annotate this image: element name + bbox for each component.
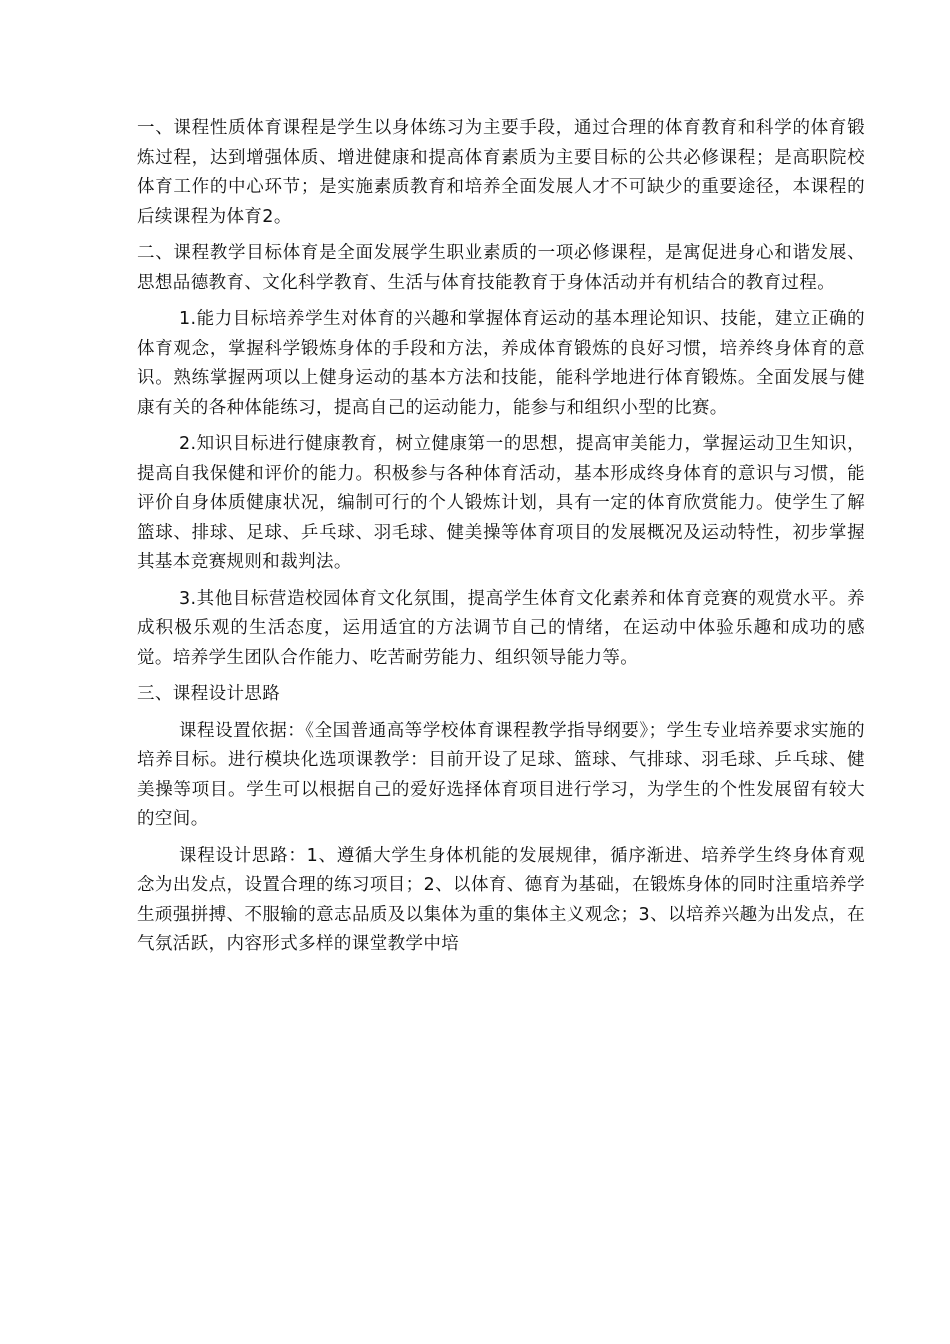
goal-knowledge: 2.知识目标进行健康教育，树立健康第一的思想，提高审美能力，掌握运动卫生知识，提高自我保健和评价的能力。积极参与各种体育活动，基本形成终身体育的意识与习惯，能评价自身体质健康状况，编制可行的个人锻炼计划，具有一定的体育欣赏能力。使学生了解篮球、排球、足球、乒乓球、羽毛球、健美操等体育项目的发展概况及运动特性，初步掌握其基本竞赛规则和裁判法。 (137, 434, 865, 572)
section-teaching-goals: 二、课程教学目标体育是全面发展学生职业素质的一项必修课程，是寓促进身心和谐发展、思想品德教育、文化科学教育、生活与体育技能教育于身体活动并有机结合的教育过程。 (137, 243, 865, 293)
section-design-heading: 三、课程设计思路 (137, 684, 281, 704)
goal-other: 3.其他目标营造校园体育文化氛围，提高学生体育文化素养和体育竞赛的观赏水平。养成积极乐观的生活态度，运用适宜的方法调节自己的情绪，在运动中体验乐趣和成功的感觉。培养学生团队合作能力、吃苦耐劳能力、组织领导能力等。 (137, 588, 865, 668)
goal-ability: 1.能力目标培养学生对体育的兴趣和掌握体育运动的基本理论知识、技能，建立正确的体育观念，掌握科学锻炼身体的手段和方法，养成体育锻炼的良好习惯，培养终身体育的意识。熟练掌握两项以上健身运动的基本方法和技能，能科学地进行体育锻炼。全面发展与健康有关的各种体能练习，提高自己的运动能力，能参与和组织小型的比赛。 (137, 309, 865, 418)
section-course-nature: 一、课程性质体育课程是学生以身体练习为主要手段，通过合理的体育教育和科学的体育锻炼过程，达到增强体质、增进健康和提高体育素质为主要目标的公共必修课程；是高职院校体育工作的中心环节；是实施素质教育和培养全面发展人才不可缺少的重要途径，本课程的后续课程为体育2。 (137, 118, 865, 227)
design-basis: 课程设置依据：《全国普通高等学校体育课程教学指导纲要》；学生专业培养要求实施的培养目标。进行模块化选项课教学：目前开设了足球、篮球、气排球、羽毛球、乒乓球、健美操等项目。学生可以根据自己的爱好选择体育项目进行学习，为学生的个性发展留有较大的空间。 (137, 720, 865, 829)
document-page (137, 114, 865, 960)
design-approach: 课程设计思路：1、遵循大学生身体机能的发展规律，循序渐进、培养学生终身体育观念为出发点，设置合理的练习项目；2、以体育、德育为基础，在锻炼身体的同时注重培养学生顽强拼搏、不服输的意志品质及以集体为重的集体主义观念；3、以培养兴趣为出发点，在气氛活跃，内容形式多样的课堂教学中培 (137, 845, 865, 954)
